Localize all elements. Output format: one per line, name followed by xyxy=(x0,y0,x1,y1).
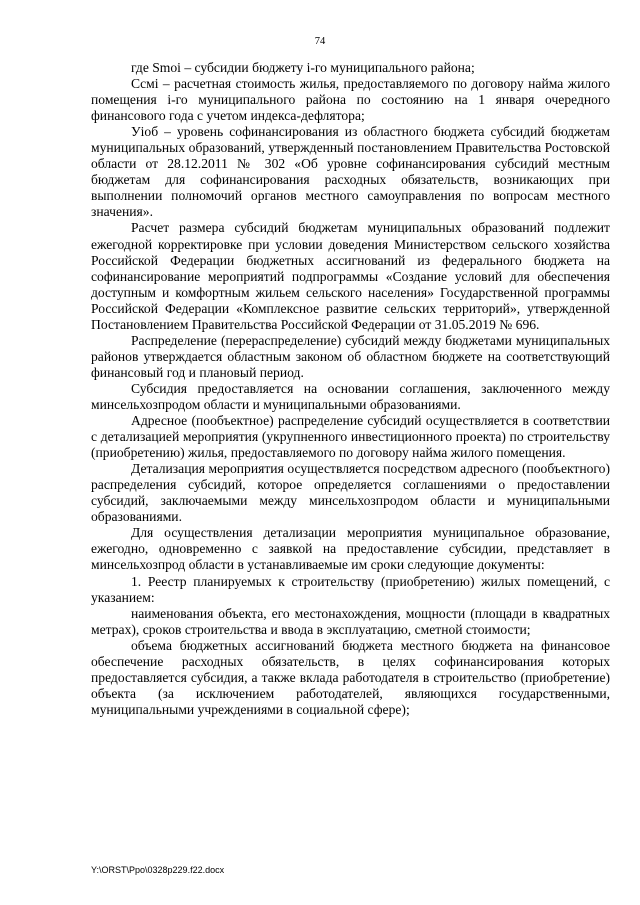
paragraph: объема бюджетных ассигнований бюджета местного бюджета на финансовое обеспечение расходных обязательств, в целях софинансирования которых предоставляется субсидия, а также вклада работодателя в строительство (приобретение) объекта (за исключением работодателей, являющихся государственными, муниципальными учреждениями в социальной сфере); xyxy=(91,637,610,717)
page-number: 74 xyxy=(314,36,326,47)
paragraph: Детализация мероприятия осуществляется посредством адресного (пообъектного) распределения субсидий, которое определяется соглашениями о предоставлении субсидий, заключаемыми между минсельхозпродом области и муниципальными образованиями. xyxy=(91,461,610,525)
paragraph: Адресное (пообъектное) распределение субсидий осуществляется в соответствии с детализацией мероприятия (укрупненного инвестиционного проекта) по строительству (приобретению) жилья, предоставляемого по договору найма жилого помещения. xyxy=(91,413,610,461)
paragraph: Субсидия предоставляется на основании соглашения, заключенного между минсельхозпродом области и муниципальными образованиями. xyxy=(91,380,610,412)
paragraph: где Smoi – субсидии бюджету i-го муниципального района; xyxy=(131,60,475,75)
file-path-footer: Y:\ORST\Ppo\0328p229.f22.docx xyxy=(91,865,225,875)
paragraph: Расчет размера субсидий бюджетам муниципальных образований подлежит ежегодной корректировке при условии доведения Министерством сельского хозяйства Российской Федерации бюджетных ассигнований из федерального бюджета на софинансирование мероприятий подпрограммы «Создание условий для обеспечения доступным и комфортным жильем сельского населения» Государственной программы Российской Федерации «Комплексное развитие сельских территорий», утвержденной Постановлением Правительства Российской Федерации от 31.05.2019 № 696. xyxy=(91,220,610,332)
paragraph: Уioб – уровень софинансирования из областного бюджета субсидий бюджетам муниципальных образований, утвержденный постановлением Правительства Ростовской области от 28.12.2011 № 302 «Об уровне софинансирования субсидий местным бюджетам для софинансирования расходных обязательств, возникающих при выполнении полномочий органов местного самоуправления по вопросам местного значения». xyxy=(91,124,610,220)
paragraph: 1. Реестр планируемых к строительству (приобретению) жилых помещений, с указанием: xyxy=(91,573,610,605)
document-body xyxy=(91,60,610,718)
paragraph: Для осуществления детализации мероприятия муниципальное образование, ежегодно, одновременно с заявкой на предоставление субсидии, представляет в минсельхозпрод области в устанавливаемые им сроки следующие документы: xyxy=(91,525,610,573)
paragraph: Распределение (перераспределение) субсидий между бюджетами муниципальных районов утверждается областным законом об областном бюджете на соответствующий финансовый год и плановый период. xyxy=(91,332,610,380)
paragraph: Ccмi – расчетная стоимость жилья, предоставляемого по договору найма жилого помещения i-го муниципального района по состоянию на 1 января очередного финансового года с учетом индекса-дефлятора; xyxy=(91,76,610,124)
paragraph: наименования объекта, его местонахождения, мощности (площади в квадратных метрах), сроков строительства и ввода в эксплуатацию, сметной стоимости; xyxy=(91,605,610,637)
